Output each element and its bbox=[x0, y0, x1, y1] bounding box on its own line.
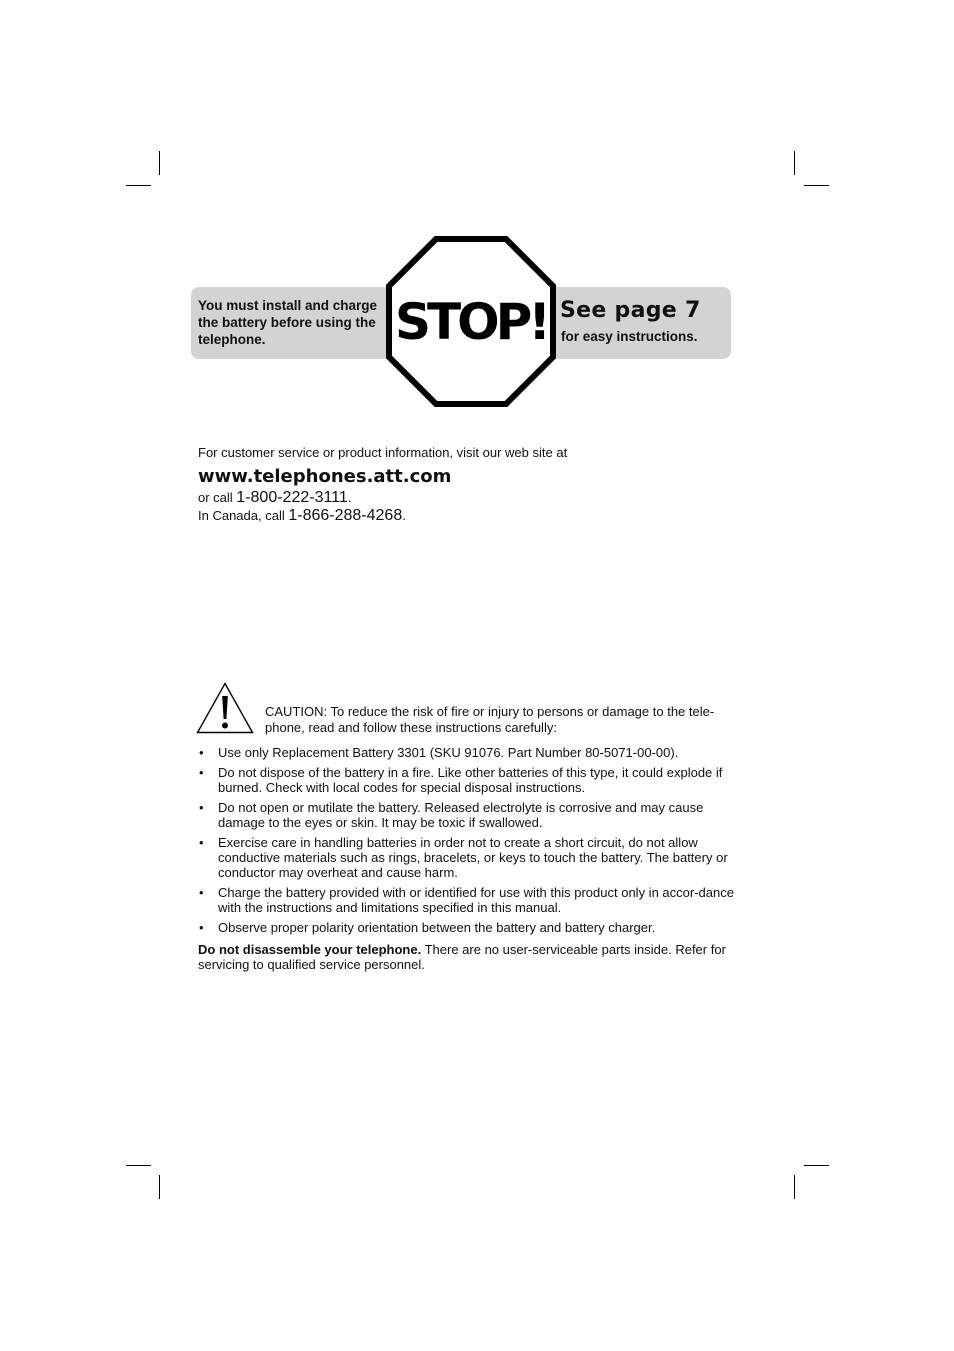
bullet-marker: • bbox=[199, 920, 204, 935]
crop-mark-top-left-vertical bbox=[159, 151, 160, 175]
list-item bbox=[198, 920, 738, 935]
disassembly-warning-rest: There are no user-serviceable parts inside. Refer for servicing to qualified service personnel. bbox=[198, 942, 726, 972]
warning-triangle-icon bbox=[196, 682, 254, 734]
stop-heading: STOP! bbox=[394, 293, 548, 351]
crop-mark-top-right-vertical bbox=[794, 151, 795, 175]
call-prefix: or call bbox=[198, 490, 237, 505]
bullet-marker: • bbox=[199, 835, 204, 850]
us-phone-line bbox=[198, 490, 618, 506]
list-item bbox=[198, 835, 738, 880]
banner-instruction-text: You must install and charge the battery before using the telephone. bbox=[198, 298, 378, 347]
us-phone-period: . bbox=[347, 490, 352, 505]
list-item-text: Exercise care in handling batteries in order not to create a short circuit, do not allow conductive materials such as rings, bracelets, or keys to touch the battery. The battery or conductor may overheat and cause harm. bbox=[218, 835, 728, 880]
disassembly-warning bbox=[198, 942, 738, 972]
list-item-text: Do not dispose of the battery in a fire. Like other batteries of this type, it could explode if burned. Check with local codes for special disposal instructions. bbox=[218, 765, 723, 795]
disassembly-warning-bold: Do not disassemble your telephone. bbox=[198, 942, 422, 957]
bullet-marker: • bbox=[199, 745, 204, 760]
see-page-heading: See page 7 bbox=[560, 298, 701, 323]
caution-statement: CAUTION: To reduce the risk of fire or injury to persons or damage to the tele-phone, read and follow these instructions carefully: bbox=[265, 704, 715, 735]
us-phone-number: 1-800-222-3111 bbox=[236, 489, 348, 506]
canada-phone-line bbox=[198, 508, 618, 524]
canada-prefix: In Canada, call bbox=[198, 508, 289, 523]
website-link[interactable]: www.telephones.att.com bbox=[198, 466, 452, 487]
battery-safety-list bbox=[198, 745, 738, 940]
list-item-text: Charge the battery provided with or identified for use with this product only in accor-dance with the instructions and limitations specified in this manual. bbox=[218, 885, 734, 915]
bullet-marker: • bbox=[199, 765, 204, 780]
crop-mark-bottom-left-horizontal bbox=[126, 1165, 151, 1166]
crop-mark-top-right-horizontal bbox=[804, 185, 829, 186]
canada-phone-number: 1-866-288-4268 bbox=[288, 507, 403, 524]
canada-phone-period: . bbox=[402, 508, 406, 523]
crop-mark-bottom-right-vertical bbox=[794, 1175, 795, 1199]
crop-mark-top-left-horizontal bbox=[126, 185, 151, 186]
crop-mark-bottom-right-horizontal bbox=[804, 1165, 829, 1166]
list-item bbox=[198, 765, 738, 795]
customer-service-intro: For customer service or product information, visit our web site at bbox=[198, 445, 568, 460]
list-item bbox=[198, 800, 738, 830]
bullet-marker: • bbox=[199, 885, 204, 900]
bullet-marker: • bbox=[199, 800, 204, 815]
crop-mark-bottom-left-vertical bbox=[159, 1175, 160, 1199]
easy-instructions-text: for easy instructions. bbox=[561, 329, 698, 344]
customer-service-info bbox=[198, 445, 618, 524]
list-item bbox=[198, 745, 738, 760]
list-item bbox=[198, 885, 738, 915]
list-item-text: Use only Replacement Battery 3301 (SKU 91076. Part Number 80-5071-00-00). bbox=[218, 745, 679, 760]
list-item-text: Observe proper polarity orientation between the battery and battery charger. bbox=[218, 920, 656, 935]
list-item-text: Do not open or mutilate the battery. Released electrolyte is corrosive and may cause damage to the eyes or skin. It may be toxic if swallowed. bbox=[218, 800, 704, 830]
